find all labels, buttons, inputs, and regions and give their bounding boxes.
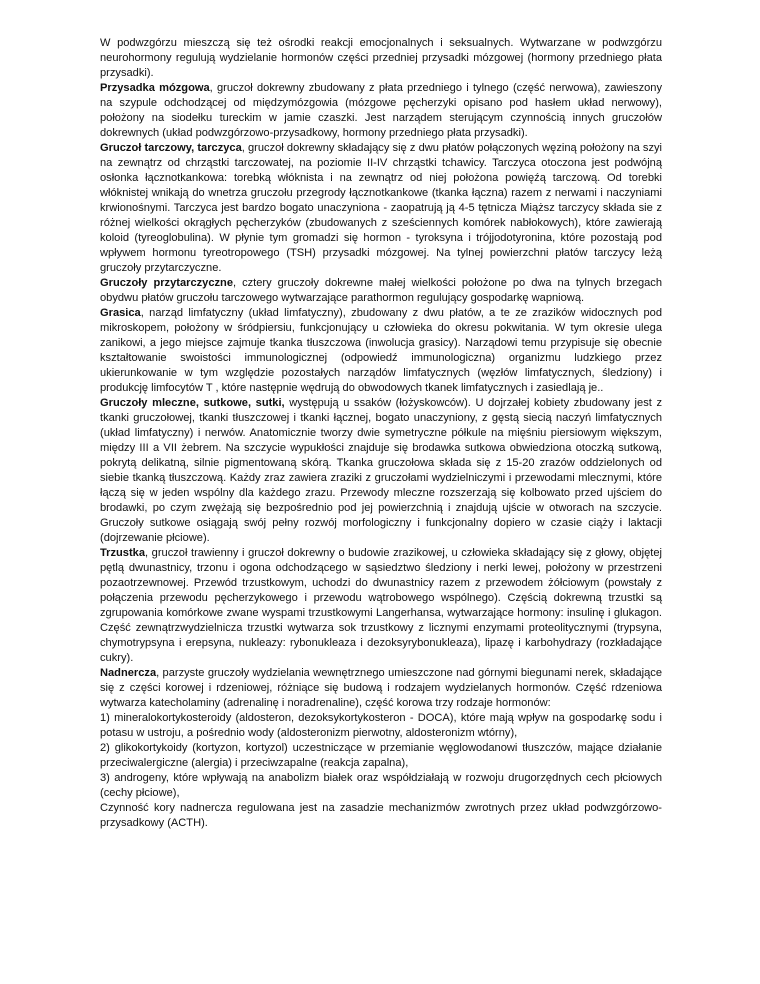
paragraph-text: Czynność kory nadnercza regulowana jest na zasadzie mechanizmów zwrotnych przez układ podwzgórzowo-przysadkowy (ACTH). xyxy=(100,802,662,829)
paragraph-text: W podwzgórzu mieszczą się też ośrodki reakcji emocjonalnych i seksualnych. Wytwarzane w podwzgórzu neurohormony regulują wydzielanie hormonów części przedniej przysadki mózgowej (hormony przedniego płata przysadki). xyxy=(100,37,662,79)
paragraph-thyroid xyxy=(100,141,662,276)
paragraph-text: 3) androgeny, które wpływają na anabolizm białek oraz współdziałają w rozwoju drugorzędnych cech płciowych (cechy płciowe), xyxy=(100,772,662,799)
document-page xyxy=(100,36,662,831)
paragraph-parathyroid xyxy=(100,276,662,306)
paragraph-pituitary xyxy=(100,81,662,141)
paragraph-text: , gruczoł dokrewny składający się z dwu płatów połączonych węziną położony na szyi na zewnątrz od chrząstki tarczowatej, na poziomie II-IV chrząstki tchawicy. Tarczyca otoczona jest podwójną osłonka łącznotkankowa: torebką włóknista i na zewnątrz od niej położona powięźą tarczową. Od torebki włóknistej wnikają do wnetrza gruczołu przegrody łącznotkankowe (tkanka łączna) razem z nerwami i naczyniami krwionośnymi. Tarczyca jest bardzo bogato unaczyniona - zaopatrują ją 4-5 tętnicza Miąższ tarczycy składa sie z różnej wielkości okrągłych pęcherzyków (zbudowanych z sześciennych komórek nabłokowych), które zawierają koloid (tyreoglobulina). W płynie tym gromadzi się hormon - tyroksyna i trójjodotyronina, które pozostają pod wpływem hormonu tyreotropowego (TSH) przysadki mózgowej. Na tylnej powierzchni płatów tarczycy leżą gruczoły przytarczyczne. xyxy=(100,142,662,274)
term-heading: Gruczoł tarczowy, tarczyca xyxy=(100,142,242,154)
list-item-androgens xyxy=(100,771,662,801)
paragraph-text: , parzyste gruczoły wydzielania wewnętrznego umieszczone nad górnymi biegunami nerek, składające się z części korowej i rdzeniowej, różniące się budową i rodzajem wydzielanych hormonów. Część rdzeniowa wytwarza katecholaminy (adrenalinę i noradrenaline), część korowa trzy rodzaje hormonów: xyxy=(100,667,662,709)
paragraph-text: , cztery gruczoły dokrewne małej wielkości położone po dwa na tylnych brzegach obydwu płatów gruczołu tarczowego wytwarzające parathormon regulujący gospodarkę wapniową. xyxy=(100,277,663,304)
term-heading: Nadnercza xyxy=(100,667,157,679)
paragraph-hypothalamus xyxy=(100,36,662,81)
term-heading: Gruczoły przytarczyczne xyxy=(100,277,233,289)
term-heading: Trzustka xyxy=(100,547,146,559)
paragraph-pancreas xyxy=(100,546,662,666)
term-heading: Grasica xyxy=(100,307,141,319)
paragraph-text: występują u ssaków (łożyskowców). U dojrzałej kobiety zbudowany jest z tkanki gruczołowej, tkanki tłuszczowej i tkanki łącznej, bogato unaczyniony, z gęstą siecią naczyń limfatycznych (układ limfatyczny) i nerwów. Anatomicznie tworzy dwie symetryczne półkule na mięśniu piersiowym większym, między III a VII żebrem. Na szczycie wypukłości znajduje się brodawka sutkowa obwiedziona otoczką sutkową, pokrytą delikatną, silnie pigmentowaną skórą. Tkanka gruczołowa składa się z 15-20 zrazów oddzielonych od siebie tkanką tłuszczową. Każdy zraz zawiera zraziki z gruczołami wydzielniczymi i przewodami mlecznymi, które łączą się w jeden wspólny dla każdego zrazu. Przewody mleczne rozszerzają się kolbowato przed ujściem do brodawki, po czym zwężają się bezpośrednio pod jej powierzchnią i znajdują ujście w otworach na szczycie. Gruczoły sutkowe osiągają swój pełny rozwój morfologiczny i funkcjonalny dopiero w czasie ciąży i laktacji (dojrzewanie płciowe). xyxy=(100,397,662,544)
paragraph-text: , gruczoł trawienny i gruczoł dokrewny o budowie zrazikowej, u człowieka składający się z głowy, objętej pętlą dwunastnicy, trzonu i ogona odchodzącego w sąsiedztwo śledziony i nerki lewej, położony w przestrzeni pozaotrzewnowej. Przewód trzustkowym, uchodzi do dwunastnicy razem z przewodem żółciowym (powstały z połączenia przewodu pęcherzykowego i przewodu wątrobowego wspólnego). Częścią dokrewną trzustki są zgrupowania komórkowe zwane wyspami trzustkowymi Langerhansa, wytwarzające hormony: insulinę i glukagon. Część zewnątrzwydzielnicza trzustki wytwarza sok trzustkowy z licznymi enzymami proteolitycznymi (trypsyna, chymotrypsyna i erepsyna, nukleazy: rybonukleaza i dezoksyrybonukleaza), lipazę i karbohydrazy (rozkładające cukry). xyxy=(100,547,662,664)
paragraph-cortex-regulation xyxy=(100,801,662,831)
paragraph-adrenal-glands xyxy=(100,666,662,711)
paragraph-text: , gruczoł dokrewny zbudowany z płata przedniego i tylnego (część nerwowa), zawieszony na szypule odchodzącej od międzymózgowia (mózgowe pęcherzyki opisano pod hasłem układ nerwowy), położony na siodełku tureckim w jamie czaszki. Jest narządem sterującym czynnością innych gruczołów dokrewnych (układ podwzgórzowo-przysadkowy, hormony przedniego płata przysadki). xyxy=(100,82,663,139)
paragraph-text: 2) glikokortykoidy (kortyzon, kortyzol) uczestniczące w przemianie węglowodanowi tłuszczów, mające działanie przeciwalergiczne (alergia) i przeciwzapalne (reakcja zapalna), xyxy=(100,742,662,769)
term-heading: Gruczoły mleczne, sutkowe, sutki, xyxy=(100,397,285,409)
term-heading: Przysadka mózgowa xyxy=(100,82,210,94)
list-item-mineralocorticoids xyxy=(100,711,662,741)
paragraph-thymus xyxy=(100,306,662,396)
paragraph-text: , narząd limfatyczny (układ limfatyczny), zbudowany z dwu płatów, a te ze zrazików widocznych pod mikroskopem, położony w śródpiersiu, funkcjonujący u człowieka do okresu pokwitania. W tym okresie ulega zanikowi, a jego miejsce zajmuje tkanka tłuszczowa (inwolucja grasicy). Narządowi temu przypisuje się obecnie kształtowanie swoistości immunologicznej (odpowiedź immunologiczna) organizmu ludzkiego przez ukierunkowanie w tym względzie pozostałych narządów limfatycznych (węzłów limfatycznych, śledziony) i produkcję limfocytów T , które następnie wędrują do obwodowych tkanek limfatycznych i zasiedlają je.. xyxy=(100,307,662,394)
paragraph-text: 1) mineralokortykosteroidy (aldosteron, dezoksykortykosteron - DOCA), które mają wpływ na gospodarkę sodu i potasu w ustroju, a pośrednio wody (aldosteronizm pierwotny, aldosteronizm wtórny), xyxy=(100,712,662,739)
list-item-glucocorticoids xyxy=(100,741,662,771)
paragraph-mammary-glands xyxy=(100,396,662,546)
